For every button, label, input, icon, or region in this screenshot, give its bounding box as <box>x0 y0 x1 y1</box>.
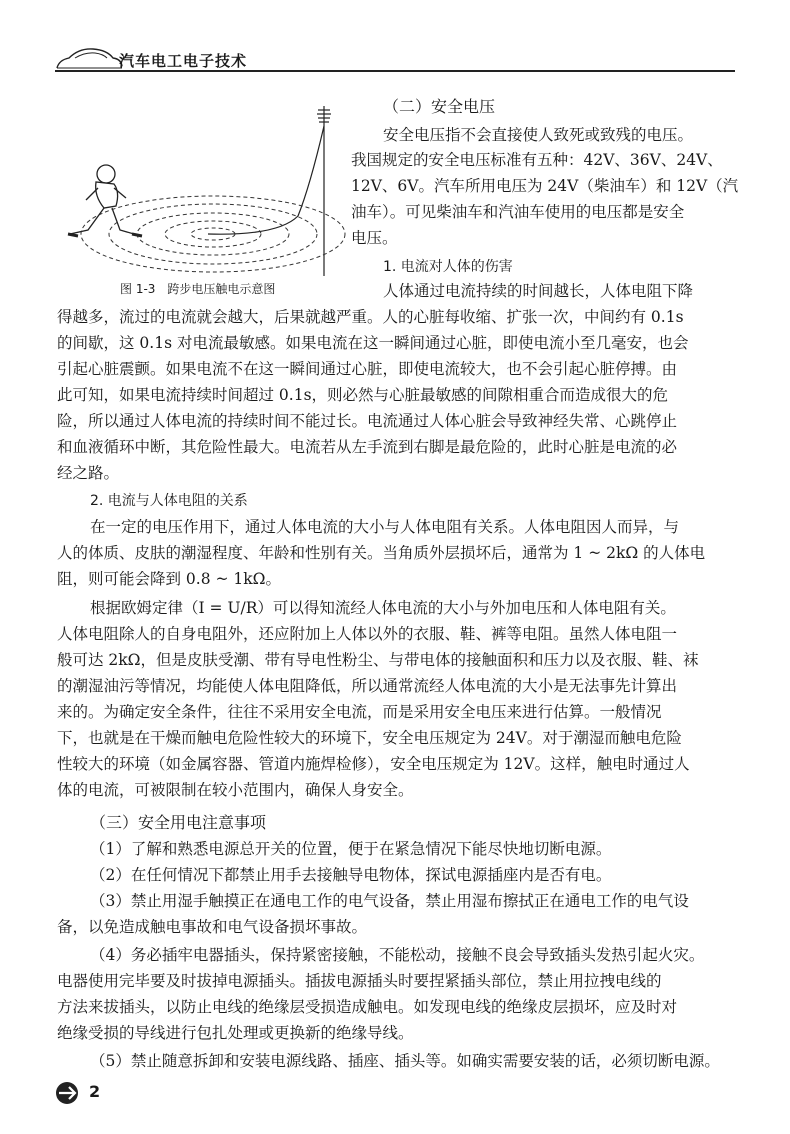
paragraph-line: 经之路。 <box>57 464 120 482</box>
paragraph-line: 般可达 2kΩ，但是皮肤受潮、带有导电性粉尘、与带电体的接触面积和压力以及衣服、鞋、袜 <box>57 651 699 669</box>
section-heading-safe-voltage: （二）安全电压 <box>383 97 496 116</box>
paragraph-line: 险，所以通过人体电流的持续时间不能过长。电流通过人体心脏会导致神经失常、心跳停止 <box>57 412 678 430</box>
figure-caption: 图 1-3 跨步电压触电示意图 <box>120 282 276 296</box>
car-logo-icon <box>55 40 125 72</box>
paragraph-line: 安全电压指不会直接使人致死或致残的电压。 <box>383 126 694 144</box>
step-voltage-figure <box>48 96 348 296</box>
paragraph-line: 阻，则可能会降到 0.8 ~ 1kΩ。 <box>57 570 282 588</box>
list-item: （5）禁止随意拆卸和安装电源线路、插座、插头等。如确实需要安装的话，必须切断电源。 <box>90 1052 720 1070</box>
paragraph-line: 油车）。可见柴油车和汽油车使用的电压都是安全 <box>351 203 685 221</box>
insulator-icon <box>317 106 331 276</box>
book-title: 汽车电工电子技术 <box>119 52 248 70</box>
paragraph-line: 得越多，流过的电流就会越大，后果就越严重。人的心脏每收缩、扩张一次，中间约有 0.1s <box>57 308 684 326</box>
page-number: 2 <box>89 1082 101 1101</box>
page-arrow-icon <box>55 1081 83 1105</box>
list-item-continuation: 绝缘受损的导线进行包扎处理或更换新的绝缘导线。 <box>57 1024 414 1042</box>
fallen-wire <box>208 126 324 234</box>
paragraph-line: 在一定的电压作用下，通过人体电流的大小与人体电阻有关系。人体电阻因人而异，与 <box>90 518 680 536</box>
list-item-continuation: 备，以免造成触电事故和电气设备损坏事故。 <box>57 918 368 936</box>
list-item: （2）在任何情况下都禁止用手去接触导电物体，探试电源插座内是否有电。 <box>90 866 612 884</box>
paragraph-line: 电压。 <box>351 229 398 247</box>
paragraph-line: 的潮湿油污等情况，均能使人体电阻降低，所以通常流经人体电流的大小是无法事先计算出 <box>57 677 678 695</box>
subheading-current-resistance: 2. 电流与人体电阻的关系 <box>90 493 248 509</box>
paragraph-line: 性较大的环境（如金属容器、管道内施焊检修），安全电压规定为 12V。这样，触电时通过人 <box>57 755 690 773</box>
list-item-continuation: 方法来拔插头，以防止电线的绝缘层受损造成触电。如发现电线的绝缘皮层损坏，应及时对 <box>57 998 678 1016</box>
header-rule <box>55 70 735 72</box>
paragraph-line: 此可知，如果电流持续时间超过 0.1s，则必然与心脏最敏感的间隙相重合而造成很大的危 <box>57 386 669 404</box>
subheading-current-harm: 1. 电流对人体的伤害 <box>383 259 513 275</box>
paragraph-line: 人体通过电流持续的时间越长，人体电阻下降 <box>383 282 694 300</box>
section-heading-safety-notes: （三）安全用电注意事项 <box>90 813 267 832</box>
list-item: （1）了解和熟悉电源总开关的位置，便于在紧急情况下能尽快地切断电源。 <box>90 840 612 858</box>
walking-person-icon <box>68 165 142 236</box>
paragraph-line: 人的体质、皮肤的潮湿程度、年龄和性别有关。当角质外层损坏后，通常为 1 ~ 2kΩ 的人体电 <box>57 544 706 562</box>
paragraph-line: 根据欧姆定律（I = U/R）可以得知流经人体电流的大小与外加电压和人体电阻有关。 <box>90 599 676 617</box>
running-header <box>55 40 735 72</box>
paragraph-line: 下，也就是在干燥而触电危险性较大的环境下，安全电压规定为 24V。对于潮湿而触电危险 <box>57 729 682 747</box>
paragraph-line: 12V、6V。汽车所用电压为 24V（柴油车）和 12V（汽 <box>351 177 739 195</box>
paragraph-line: 和血液循环中断，其危险性最大。电流若从左手流到右脚是最危险的，此时心脏是电流的必 <box>57 438 678 456</box>
list-item: （4）务必插牢电器插头，保持紧密接触，不能松动，接触不良会导致插头发热引起火灾。 <box>90 946 705 964</box>
paragraph-line: 人体电阻除人的自身电阻外，还应附加上人体以外的衣服、鞋、裤等电阻。虽然人体电阻一 <box>57 625 678 643</box>
list-item-continuation: 电器使用完毕要及时拔掉电源插头。插拔电源插头时要捏紧插头部位，禁止用拉拽电线的 <box>57 972 662 990</box>
paragraph-line: 引起心脏震颤。如果电流不在这一瞬间通过心脏，即使电流较大，也不会引起心脏停搏。由 <box>57 360 678 378</box>
paragraph-line: 体的电流，可被限制在较小范围内，确保人身安全。 <box>57 781 414 799</box>
paragraph-line: 我国规定的安全电压标准有五种：42V、36V、24V、 <box>351 151 723 169</box>
paragraph-line: 来的。为确定安全条件，往往不采用安全电流，而是采用安全电压来进行估算。一般情况 <box>57 703 662 721</box>
list-item: （3）禁止用湿手触摸正在通电工作的电气设备，禁止用湿布擦拭正在通电工作的电气设 <box>90 892 689 910</box>
paragraph-line: 的间歇，这 0.1s 对电流最敏感。如果电流在这一瞬间通过心脏，即使电流小至几毫安，也会 <box>57 334 689 352</box>
